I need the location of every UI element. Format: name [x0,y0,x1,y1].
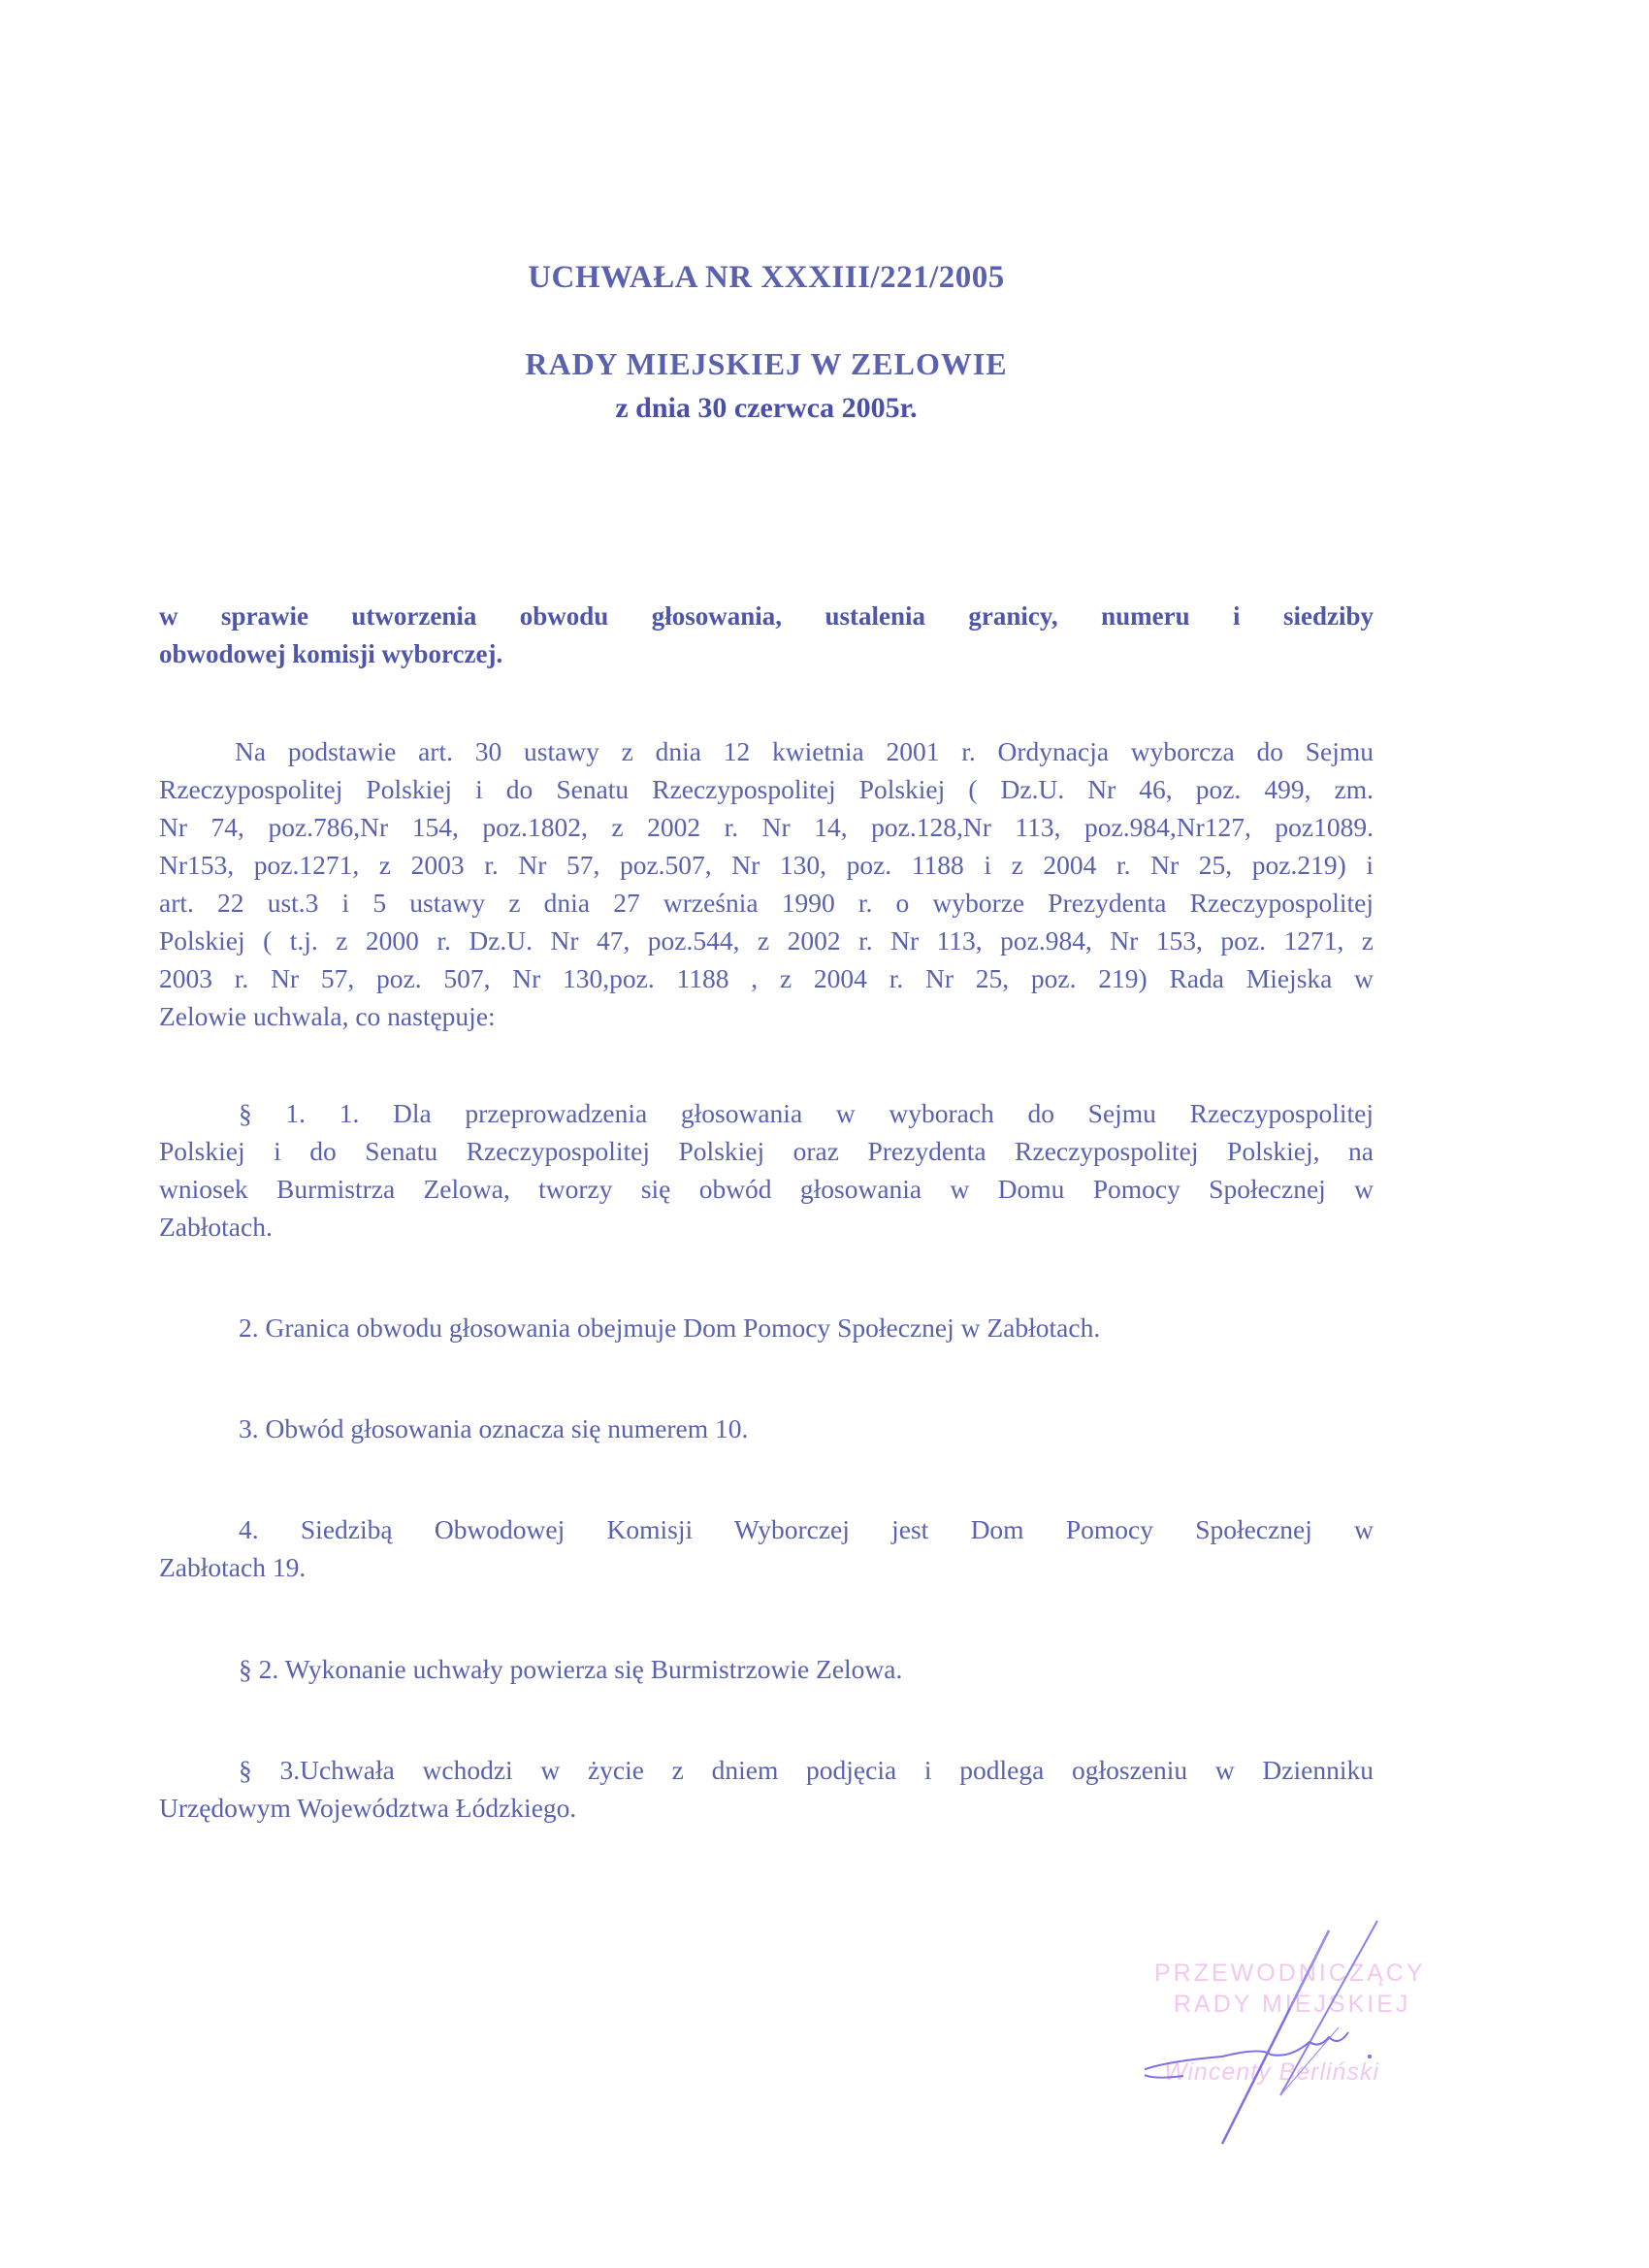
item-3 [159,1409,1374,1447]
paragraph-3 [159,1751,1374,1827]
resolution-date: z dnia 30 czerwca 2005r. [615,392,918,424]
stamp-council: RADY MIEJSKIEJ [1174,1991,1411,2018]
item-line: 3. Obwód głosowania oznacza się numerem 10. [239,1413,749,1443]
paragraph-line: § 2. Wykonanie uchwały powierza się Burmistrzowie Zelowa. [239,1654,903,1684]
preamble-line: Na podstawie art. 30 ustawy z dnia 12 kwietnia 2001 r. Ordynacja wyborcza do Sejmu [235,736,1374,766]
handwritten-signature [1145,1901,1455,2173]
subject-line: obwodowej komisji wyborczej. [159,639,503,668]
subject-line: w sprawie utworzenia obwodu głosowania, ustalenia granicy, numeru i siedziby [159,601,1374,631]
item-2 [159,1309,1374,1346]
preamble-line: art. 22 ust.3 i 5 ustawy z dnia 27 września 1990 r. o wyborze Prezydenta Rzeczypospolitej [159,888,1374,918]
paragraph-line: § 3.Uchwała wchodzi w życie z dniem podjęcia i podlega ogłoszeniu w Dzienniku [239,1755,1374,1785]
item-line: Zabłotach 19. [159,1552,307,1582]
paragraph-2 [159,1650,1374,1688]
item-line: 4. Siedzibą Obwodowej Komisji Wyborczej jest Dom Pomocy Społecznej w [239,1514,1374,1544]
preamble-line: Nr153, poz.1271, z 2003 r. Nr 57, poz.507, Nr 130, poz. 1188 i z 2004 r. Nr 25, poz.219) i [159,850,1374,880]
paragraph-line: Urzędowym Województwa Łódzkiego. [159,1793,577,1823]
paragraph-line: wniosek Burmistrza Zelowa, tworzy się obwód głosowania w Domu Pomocy Społecznej w [159,1174,1374,1204]
signature-stamp [1145,1901,1455,2173]
paragraph-line: § 1. 1. Dla przeprowadzenia głosowania w wyborach do Sejmu Rzeczypospolitej [239,1098,1374,1128]
paragraph-line: Zabłotach. [159,1212,273,1242]
preamble [159,732,1374,1035]
subject [159,598,1374,673]
preamble-line: Nr 74, poz.786,Nr 154, poz.1802, z 2002 r. Nr 14, poz.128,Nr 113, poz.984,Nr127, poz1089. [159,812,1374,842]
preamble-line: Zelowie uchwala, co następuje: [159,1001,496,1031]
preamble-line: Polskiej ( t.j. z 2000 r. Dz.U. Nr 47, poz.544, z 2002 r. Nr 113, poz.984, Nr 153, poz. 1271, z [159,925,1374,956]
preamble-line: Rzeczypospolitej Polskiej i do Senatu Rzeczypospolitej Polskiej ( Dz.U. Nr 46, poz. 499, zm. [159,774,1374,804]
paragraph-1 [159,1094,1374,1246]
item-4 [159,1510,1374,1586]
item-line: 2. Granica obwodu głosowania obejmuje Dom Pomocy Społecznej w Zabłotach. [239,1312,1101,1343]
preamble-line: 2003 r. Nr 57, poz. 507, Nr 130,poz. 1188 , z 2004 r. Nr 25, poz. 219) Rada Miejska w [159,963,1374,993]
stamp-name: Wincenty Berliński [1164,2058,1380,2086]
council-name: RADY MIEJSKIEJ W ZELOWIE [525,346,1008,381]
stamp-title: PRZEWODNICZĄCY [1154,1960,1426,1987]
resolution-title: UCHWAŁA NR XXXIII/221/2005 [528,260,1005,295]
paragraph-line: Polskiej i do Senatu Rzeczypospolitej Polskiej oraz Prezydenta Rzeczypospolitej Polskiej, na [159,1136,1374,1166]
